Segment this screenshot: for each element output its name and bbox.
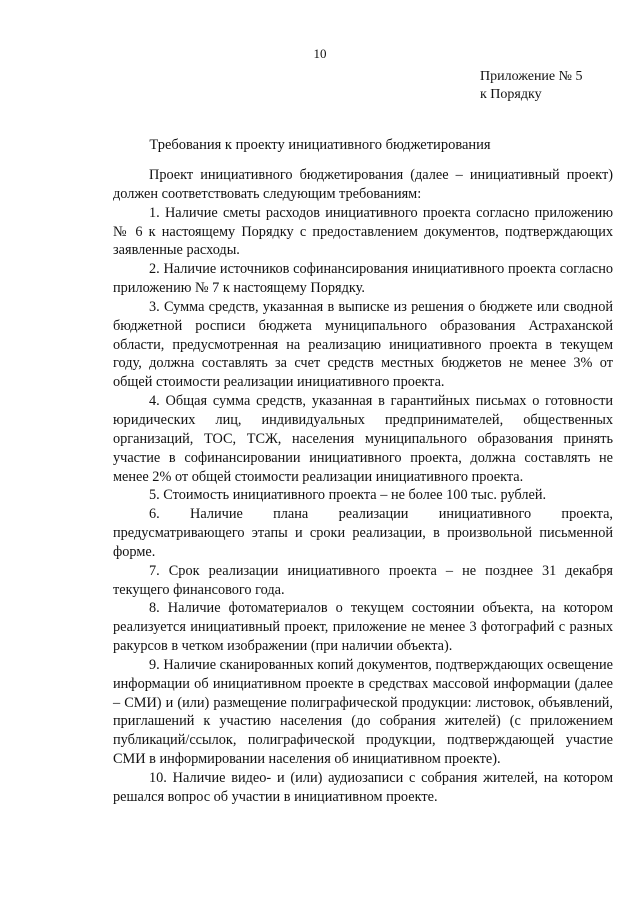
requirement-6: 6. Наличие плана реализации инициативного проекта, предусматривающего этапы и сроки реализации, в произвольной письменной форме. xyxy=(113,506,613,560)
requirement-4: 4. Общая сумма средств, указанная в гарантийных письмах о готовности юридических лиц, индивидуальных предпринимателей, общественных организаций, ТОС, ТСЖ, населения муниципального образования принять участие в софинансировании инициативного проекта, должна составлять не менее 2% от общей стоимости реализации инициативного проекта. xyxy=(113,393,613,485)
requirement-9: 9. Наличие сканированных копий документов, подтверждающих освещение информации об инициативном проекте в средствах массовой информации (далее – СМИ) и (или) размещение полиграфической продукции: листовок, объявлений, приглашений к участию населения (до собрания жителей) (с приложением публикаций/ссылок, полиграфической продукции, подтверждающей участие СМИ в информировании населения об инициативном проекте). xyxy=(113,656,613,768)
appendix-line-1: Приложение № 5 xyxy=(480,69,583,84)
appendix-line-2: к Порядку xyxy=(480,87,542,102)
requirement-1: 1. Наличие сметы расходов инициативного проекта согласно приложению № 6 к настоящему Порядку с предоставлением документов, подтверждающих заявленные расходы. xyxy=(113,204,613,259)
requirement-8: 8. Наличие фотоматериалов о текущем состоянии объекта, на котором реализуется инициативный проект, приложение не менее 3 фотографий с разных ракурсов в четком изображении (при наличии объекта). xyxy=(113,600,613,655)
intro-paragraph: Проект инициативного бюджетирования (далее – инициативный проект) должен соответствовать следующим требованиям: xyxy=(113,167,613,202)
requirement-2: 2. Наличие источников софинансирования инициативного проекта согласно приложению № 7 к настоящему Порядку. xyxy=(113,261,613,297)
appendix-reference xyxy=(480,68,630,104)
page-number: 10 xyxy=(313,46,327,61)
document-title: Требования к проекту инициативного бюджетирования xyxy=(149,137,491,153)
requirement-3: 3. Сумма средств, указанная в выписке из решения о бюджете или сводной бюджетной росписи бюджета муниципального образования Астраханской области, предусмотренная на реализацию инициативного проекта в текущем году, должна составлять за счет средств местных бюджетов не менее 3% от общей стоимости реализации инициативного проекта. xyxy=(113,298,613,391)
requirement-10: 10. Наличие видео- и (или) аудиозаписи с собрания жителей, на котором решался вопрос об участии в инициативном проекте. xyxy=(113,770,613,805)
document-body xyxy=(113,166,613,807)
requirement-7: 7. Срок реализации инициативного проекта – не позднее 31 декабря текущего финансового года. xyxy=(113,562,613,598)
requirement-5: 5. Стоимость инициативного проекта – не более 100 тыс. рублей. xyxy=(149,487,547,504)
